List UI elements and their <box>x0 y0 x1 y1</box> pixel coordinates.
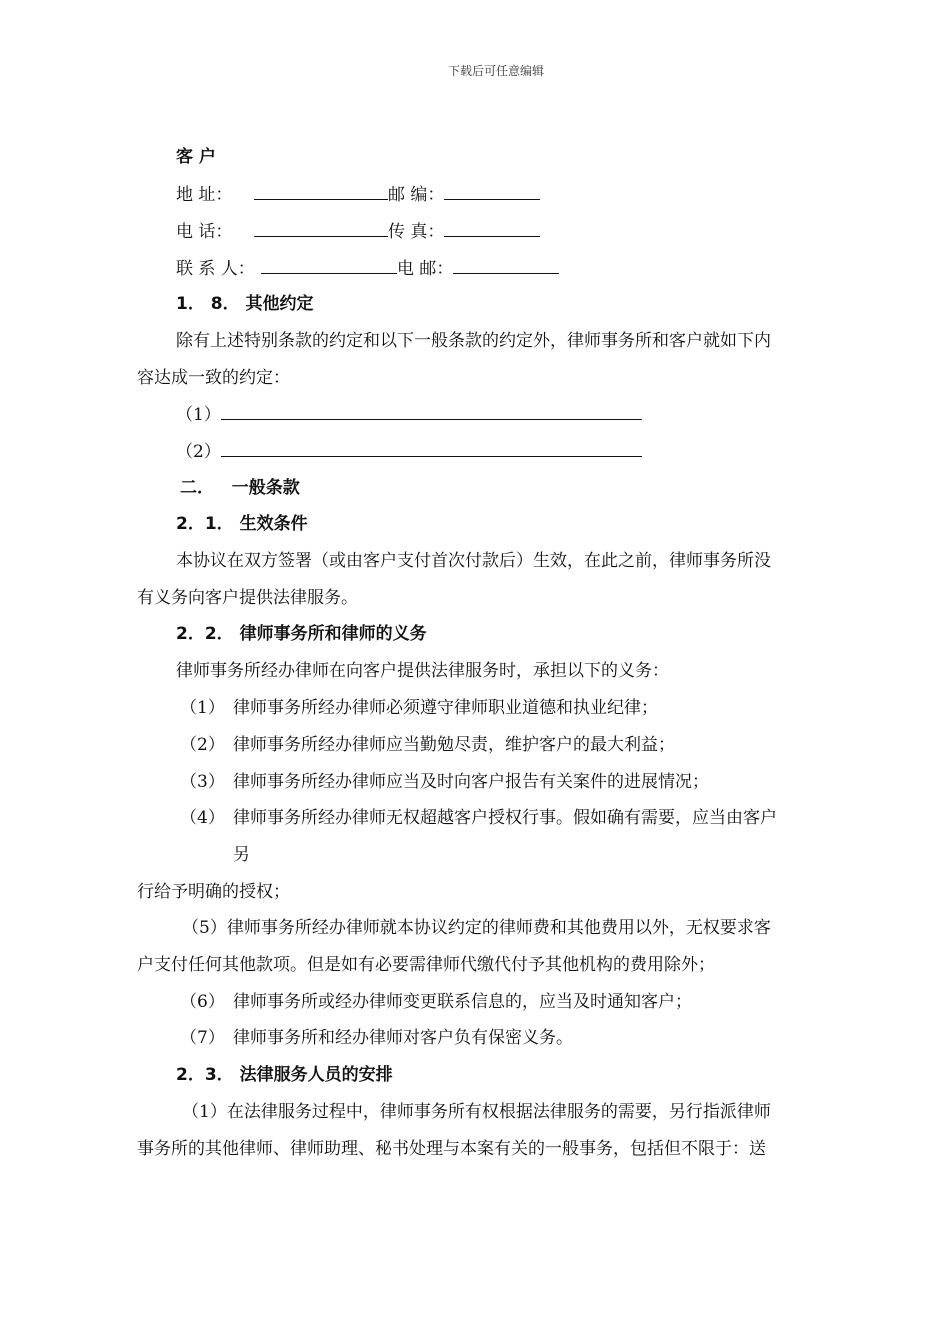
phone-row <box>176 220 540 243</box>
duty-item-3-text: 律师事务所经办律师应当及时向客户报告有关案件的进展情况； <box>233 772 709 792</box>
duty-item-3 <box>180 771 709 793</box>
fax-blank[interactable] <box>444 220 540 237</box>
postcode-blank[interactable] <box>444 183 540 200</box>
section-2-2-heading: 2．2． 律师事务所和律师的义务 <box>176 624 427 644</box>
address-label: 地 址： <box>176 185 233 205</box>
agreement-item-1 <box>176 403 642 426</box>
duty-item-1 <box>180 697 658 719</box>
page-header-note: 下载后可任意编辑 <box>448 64 545 78</box>
agreement-item-2-blank[interactable] <box>221 440 642 457</box>
contact-label: 联 系 人： <box>176 259 255 279</box>
section-2-1-line2: 有义务向客户提供法律服务。 <box>137 588 358 608</box>
duty-item-7-num: （7） <box>180 1028 225 1048</box>
section-2-1-heading: 2．1． 生效条件 <box>176 514 308 534</box>
email-blank[interactable] <box>453 257 559 274</box>
contact-blank[interactable] <box>261 257 397 274</box>
agreement-item-1-num: （1） <box>176 405 221 425</box>
duty-item-6 <box>180 991 692 1013</box>
duty-item-4-num: （4） <box>180 808 225 828</box>
agreement-item-2-num: （2） <box>176 442 221 462</box>
duty-item-2 <box>180 734 675 756</box>
duty-item-1-num: （1） <box>180 698 225 718</box>
duty-item-1-text: 律师事务所经办律师必须遵守律师职业道德和执业纪律； <box>233 698 658 718</box>
section-2-heading: 二． 一般条款 <box>180 478 300 498</box>
client-title: 客 户 <box>176 147 216 167</box>
section-2-2-intro: 律师事务所经办律师在向客户提供法律服务时，承担以下的义务： <box>176 661 669 681</box>
address-row <box>176 183 540 206</box>
section-2-3-line1: （1）在法律服务过程中，律师事务所有权根据法律服务的需要，另行指派律师 <box>182 1102 771 1122</box>
duty-item-4-cont: 另 <box>233 845 250 865</box>
duty-item-4-text: 律师事务所经办律师无权超越客户授权行事。假如确有需要，应当由客户 <box>233 808 777 828</box>
section-1-8-para-line2: 容达成一致的约定： <box>137 368 290 388</box>
duty-item-2-text: 律师事务所经办律师应当勤勉尽责，维护客户的最大利益； <box>233 735 675 755</box>
agreement-item-2 <box>176 440 642 463</box>
duty-item-6-num: （6） <box>180 992 225 1012</box>
duty-item-6-text: 律师事务所或经办律师变更联系信息的，应当及时通知客户； <box>233 992 692 1012</box>
duty-item-3-num: （3） <box>180 772 225 792</box>
duty-item-7 <box>180 1027 573 1049</box>
postcode-label: 邮 编： <box>388 185 445 205</box>
phone-blank[interactable] <box>254 220 388 237</box>
duty-item-4-tail: 行给予明确的授权； <box>137 882 290 902</box>
contact-row <box>176 257 559 280</box>
phone-label: 电 话： <box>176 222 233 242</box>
section-2-1-line1: 本协议在双方签署（或由客户支付首次付款后）生效，在此之前，律师事务所没 <box>176 551 771 571</box>
section-2-3-line2: 事务所的其他律师、律师助理、秘书处理与本案有关的一般事务，包括但不限于：送 <box>137 1139 766 1159</box>
duty-item-2-num: （2） <box>180 735 225 755</box>
agreement-item-1-blank[interactable] <box>221 403 642 420</box>
section-1-8-heading: 1． 8． 其他约定 <box>176 294 314 314</box>
email-label: 电 邮： <box>397 259 454 279</box>
duty-item-5-line1: （5）律师事务所经办律师就本协议约定的律师费和其他费用以外，无权要求客 <box>182 918 771 938</box>
duty-item-4 <box>180 807 777 829</box>
duty-item-7-text: 律师事务所和经办律师对客户负有保密义务。 <box>233 1028 573 1048</box>
duty-item-5-line2: 户支付任何其他款项。但是如有必要需律师代缴代付予其他机构的费用除外； <box>137 955 715 975</box>
address-blank[interactable] <box>254 183 388 200</box>
fax-label: 传 真： <box>388 222 445 242</box>
section-1-8-para-line1: 除有上述特别条款的约定和以下一般条款的约定外，律师事务所和客户就如下内 <box>176 331 771 351</box>
section-2-3-heading: 2．3． 法律服务人员的安排 <box>176 1065 393 1085</box>
